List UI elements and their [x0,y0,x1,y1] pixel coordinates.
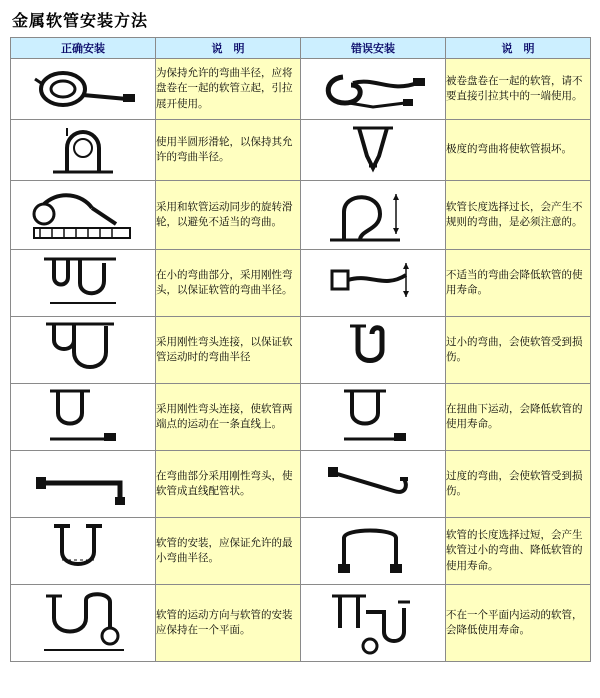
description-wrong: 不适当的弯曲会降低软管的使用寿命。 [446,250,591,317]
figure-correct [11,451,156,518]
table-row [11,59,591,120]
figure-correct [11,181,156,250]
description-wrong: 过度的弯曲，会使软管受到损伤。 [446,451,591,518]
sharp-bend-hose-icon [313,122,433,178]
table-row [11,181,591,250]
figure-wrong [301,181,446,250]
table-row [11,120,591,181]
figure-correct [11,384,156,451]
description-wrong: 不在一个平面内运动的软管，会降低使用寿命。 [446,585,591,662]
minimum-bend-radius-icon [20,522,146,580]
figure-correct [11,518,156,585]
table-row [11,384,591,451]
improper-bend-icon [310,253,436,313]
description-correct: 在弯曲部分采用刚性弯头，使软管成直线配管状。 [156,451,301,518]
header-description-correct: 说 明 [156,38,301,59]
semicircular-pulley-icon [23,122,143,178]
too-small-bend-icon [310,320,436,380]
straight-pipe-elbow-icon [20,455,146,513]
figure-correct [11,120,156,181]
description-correct: 为保持允许的弯曲半径，应将盘卷在一起的软管立起，引拉展开使用。 [156,59,301,120]
table-row [11,250,591,317]
figure-wrong [301,518,446,585]
figure-correct [11,250,156,317]
description-correct: 采用刚性弯头连接，使软管两端点的运动在一条直线上。 [156,384,301,451]
table-row [11,317,591,384]
table-row [11,451,591,518]
over-length-hose-icon [310,522,436,580]
header-wrong-install: 错误安装 [301,38,446,59]
header-correct-install: 正确安装 [11,38,156,59]
header-description-wrong: 说 明 [446,38,591,59]
figure-wrong [301,384,446,451]
figure-wrong [301,585,446,662]
rigid-elbow-small-bend-icon [20,253,146,313]
table-row [11,585,591,662]
table-row [11,518,591,585]
excessive-bend-icon [310,455,436,513]
figure-wrong [301,59,446,120]
same-plane-motion-icon [20,588,146,658]
figure-correct [11,585,156,662]
description-wrong: 被卷盘卷在一起的软管，请不要直接引拉其中的一端使用。 [446,59,591,120]
figure-wrong [301,120,446,181]
rigid-elbow-straight-line-icon [20,387,146,447]
figure-wrong [301,451,446,518]
description-wrong: 在扭曲下运动，会降低软管的使用寿命。 [446,384,591,451]
table-header-row [11,38,591,59]
coiled-hose-flat-icon [23,63,143,115]
figure-correct [11,59,156,120]
description-wrong: 软管的长度选择过短，会产生软管过小的弯曲、降低软管的使用寿命。 [446,518,591,585]
out-of-plane-motion-icon [310,588,436,658]
long-loose-hose-icon [310,184,436,246]
description-correct: 在小的弯曲部分，采用刚性弯头，以保证软管的弯曲半径。 [156,250,301,317]
description-wrong: 过小的弯曲，会使软管受到损伤。 [446,317,591,384]
figure-wrong [301,317,446,384]
description-correct: 使用半圆形滑轮，以保持其允许的弯曲半径。 [156,120,301,181]
description-correct: 软管的安装，应保证允许的最小弯曲半径。 [156,518,301,585]
hose-installation-table [10,37,591,662]
figure-correct [11,317,156,384]
description-correct: 软管的运动方向与软管的安装应保持在一个平面。 [156,585,301,662]
rigid-elbow-u-bend-icon [20,320,146,380]
rotating-pulley-chain-icon [20,184,146,246]
description-correct: 采用刚性弯头连接，以保证软管运动时的弯曲半径 [156,317,301,384]
description-correct: 采用和软管运动同步的旋转滑轮，以避免不适当的弯曲。 [156,181,301,250]
twisted-bend-icon [310,387,436,447]
description-wrong: 软管长度选择过长，会产生不规则的弯曲，是必须注意的。 [446,181,591,250]
coiled-hose-pulled-icon [313,63,433,115]
page-title: 金属软管安装方法 [12,11,149,30]
description-wrong: 极度的弯曲将使软管损坏。 [446,120,591,181]
figure-wrong [301,250,446,317]
